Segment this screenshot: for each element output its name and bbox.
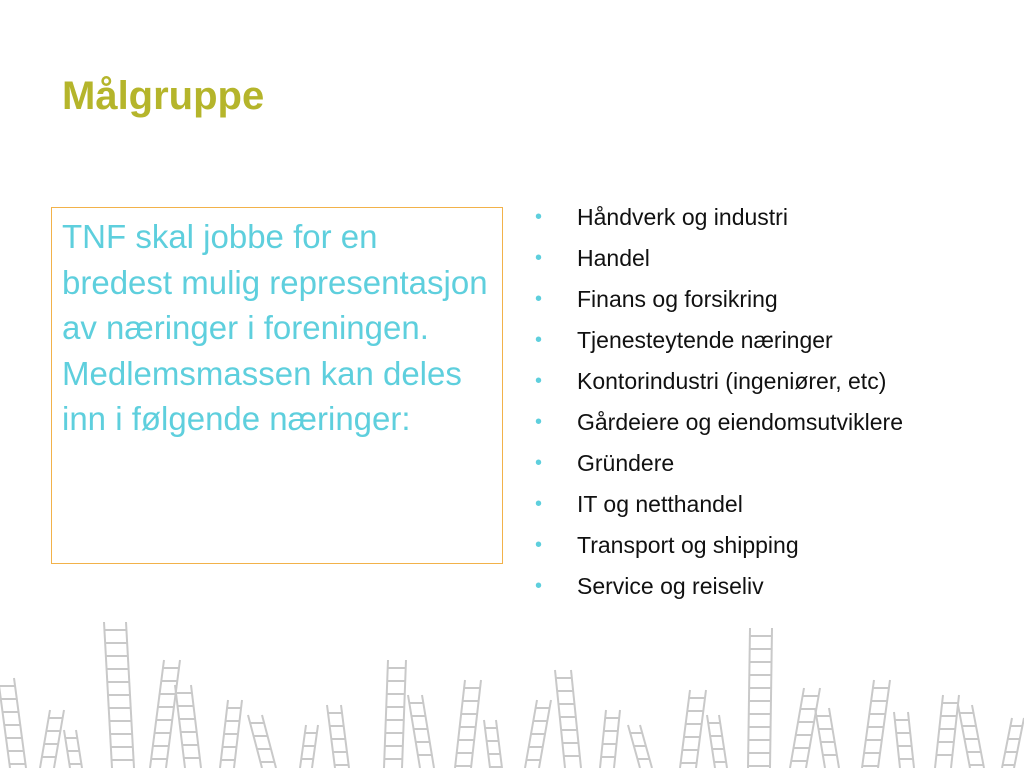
bullet-icon: •: [535, 288, 543, 310]
list-item-label: Kontorindustri (ingeniører, etc): [577, 368, 887, 394]
list-item: [530, 443, 903, 484]
ladder-icon: [175, 685, 201, 768]
list-item-label: Transport og shipping: [577, 532, 799, 558]
bullet-icon: •: [535, 370, 543, 392]
bullet-icon: •: [535, 534, 543, 556]
bullet-icon: •: [535, 247, 543, 269]
ladder-icon: [894, 712, 914, 768]
list-item: [530, 197, 903, 238]
list-item-label: Service og reiseliv: [577, 573, 764, 599]
list-item: [530, 279, 903, 320]
list-item-label: Handel: [577, 245, 650, 271]
ladders-illustration: [0, 600, 1024, 768]
bullet-icon: •: [535, 575, 543, 597]
ladder-icon: [327, 705, 349, 768]
list-item: [530, 238, 903, 279]
ladder-icon: [525, 700, 551, 768]
ladder-icon: [384, 660, 406, 768]
ladder-icon: [600, 710, 620, 768]
bullet-icon: •: [535, 452, 543, 474]
ladder-icon: [455, 680, 481, 768]
bullet-icon: •: [535, 206, 543, 228]
ladder-icon: [104, 622, 134, 768]
ladder-icon: [408, 695, 434, 768]
ladder-icon: [64, 730, 82, 768]
ladder-icon: [958, 705, 984, 768]
list-item: [530, 402, 903, 443]
ladder-icon: [748, 628, 772, 768]
intro-text: TNF skal jobbe for en bredest mulig representasjon av næringer i foreningen. Medlemsmassen kan deles inn i følgende næringer:: [62, 218, 488, 437]
bullet-icon: •: [535, 411, 543, 433]
ladder-icon: [680, 690, 706, 768]
intro-textbox: [51, 207, 503, 564]
list-item: [530, 525, 903, 566]
ladder-icon: [248, 715, 276, 768]
list-item-label: Finans og forsikring: [577, 286, 778, 312]
list-item: [530, 484, 903, 525]
bullet-icon: •: [535, 493, 543, 515]
list-item-label: Håndverk og industri: [577, 204, 788, 230]
list-item-label: Tjenesteytende næringer: [577, 327, 833, 353]
bullet-icon: •: [535, 329, 543, 351]
ladder-icon: [628, 725, 652, 768]
ladder-icon: [0, 678, 26, 768]
ladder-icon: [300, 725, 318, 768]
ladder-icon: [935, 695, 959, 768]
ladder-icon: [815, 708, 839, 768]
ladder-icon: [150, 660, 180, 768]
ladder-icon: [862, 680, 890, 768]
list-item-label: Gründere: [577, 450, 675, 476]
slide-title: Målgruppe: [62, 74, 265, 118]
list-item-label: IT og netthandel: [577, 491, 743, 517]
ladder-icon: [1002, 718, 1024, 768]
ladder-icon: [40, 710, 64, 768]
ladder-icon: [484, 720, 502, 768]
ladder-icon: [790, 688, 820, 768]
ladder-icon: [220, 700, 242, 768]
industry-list: [530, 197, 903, 607]
ladder-icon: [555, 670, 581, 768]
list-item: [530, 320, 903, 361]
list-item: [530, 361, 903, 402]
ladder-icon: [707, 715, 727, 768]
list-item-label: Gårdeiere og eiendomsutviklere: [577, 409, 904, 435]
